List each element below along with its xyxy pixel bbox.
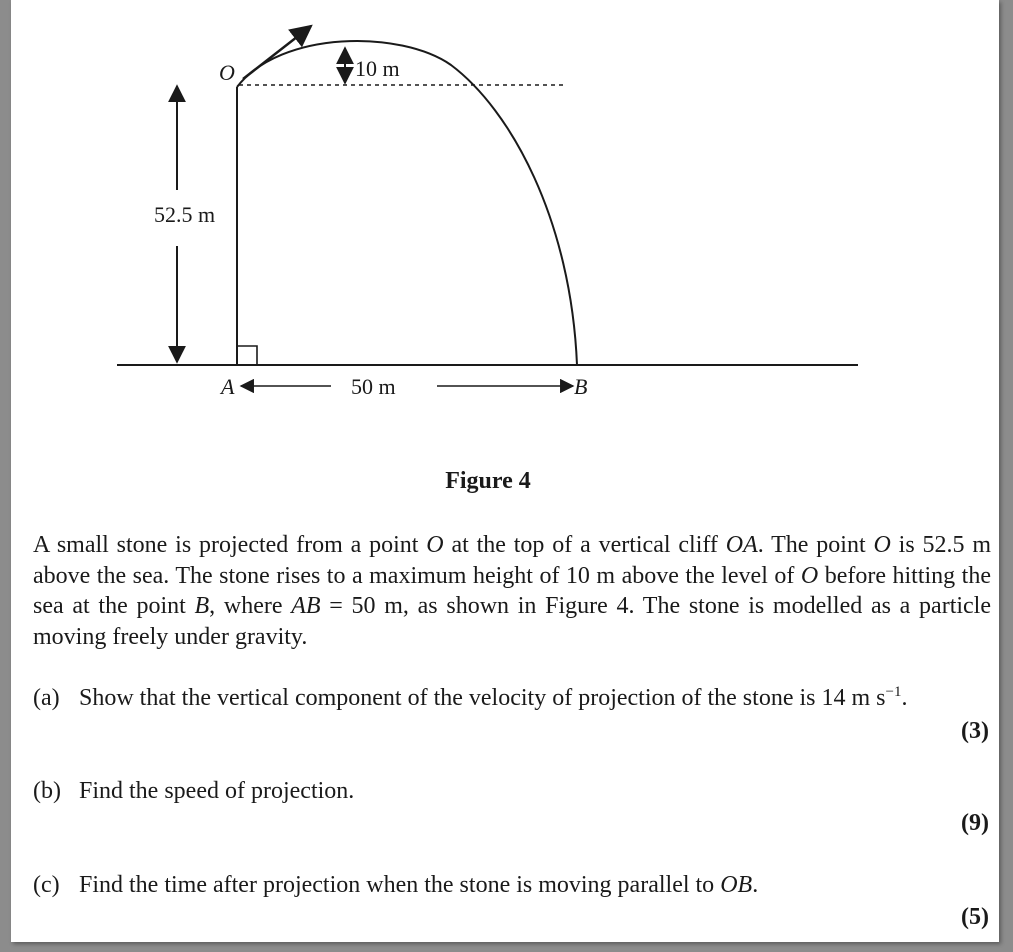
- intro-text: at the top of a vertical cliff: [443, 532, 726, 558]
- label-B: B: [574, 374, 588, 399]
- question-intro: [33, 530, 991, 652]
- intro-point-B: B: [194, 593, 210, 619]
- intro-point-O: O: [426, 532, 444, 558]
- label-O: O: [219, 60, 235, 85]
- right-angle-marker: [238, 346, 257, 364]
- question-a: [33, 684, 907, 712]
- question-c-marks: (5): [961, 904, 989, 930]
- question-b-marks: (9): [961, 810, 989, 836]
- label-A: A: [221, 374, 235, 399]
- projectile-diagram: [11, 0, 999, 460]
- question-c: [33, 872, 758, 899]
- intro-cliff-OA: OA: [725, 532, 758, 558]
- question-a-label: (a): [33, 685, 60, 711]
- trajectory-path: [237, 41, 577, 365]
- intro-text: is 52.5 m above the sea. The stone rises to a maximum height of 10 m above the level of: [33, 532, 991, 589]
- intro-text: , where: [209, 593, 292, 619]
- intro-text: before hitting the sea at the point: [33, 562, 992, 619]
- intro-text: . The point: [757, 532, 874, 558]
- intro-text: = 50 m, as shown in Figure 4. The stone is modelled as a particle moving freely under gravity.: [33, 593, 991, 650]
- rise-label: 10 m: [355, 56, 400, 81]
- height-label: 52.5 m: [154, 202, 216, 227]
- question-c-label: (c): [33, 872, 60, 898]
- distance-label: 50 m: [351, 374, 396, 399]
- question-c-tail: .: [752, 872, 759, 898]
- question-b-text: Find the speed of projection.: [79, 778, 355, 804]
- question-c-text: Find the time after projection when the stone is moving parallel to: [79, 872, 721, 898]
- intro-point-O: O: [800, 562, 819, 589]
- intro-distance-AB: AB: [291, 593, 321, 619]
- intro-text: A small stone is projected from a point: [33, 532, 427, 558]
- figure-caption: Figure 4: [445, 468, 531, 494]
- exam-page: [11, 0, 999, 942]
- question-a-exponent: −1: [885, 684, 902, 700]
- question-b-label: (b): [33, 778, 61, 804]
- projection-arrow: [243, 26, 311, 79]
- question-a-text: Show that the vertical component of the velocity of projection of the stone is 14 m s: [79, 685, 886, 711]
- intro-point-O: O: [873, 532, 891, 558]
- question-a-tail: .: [901, 685, 908, 711]
- question-b: [33, 778, 354, 805]
- question-c-OB: OB: [720, 872, 753, 898]
- question-a-marks: (3): [961, 718, 989, 744]
